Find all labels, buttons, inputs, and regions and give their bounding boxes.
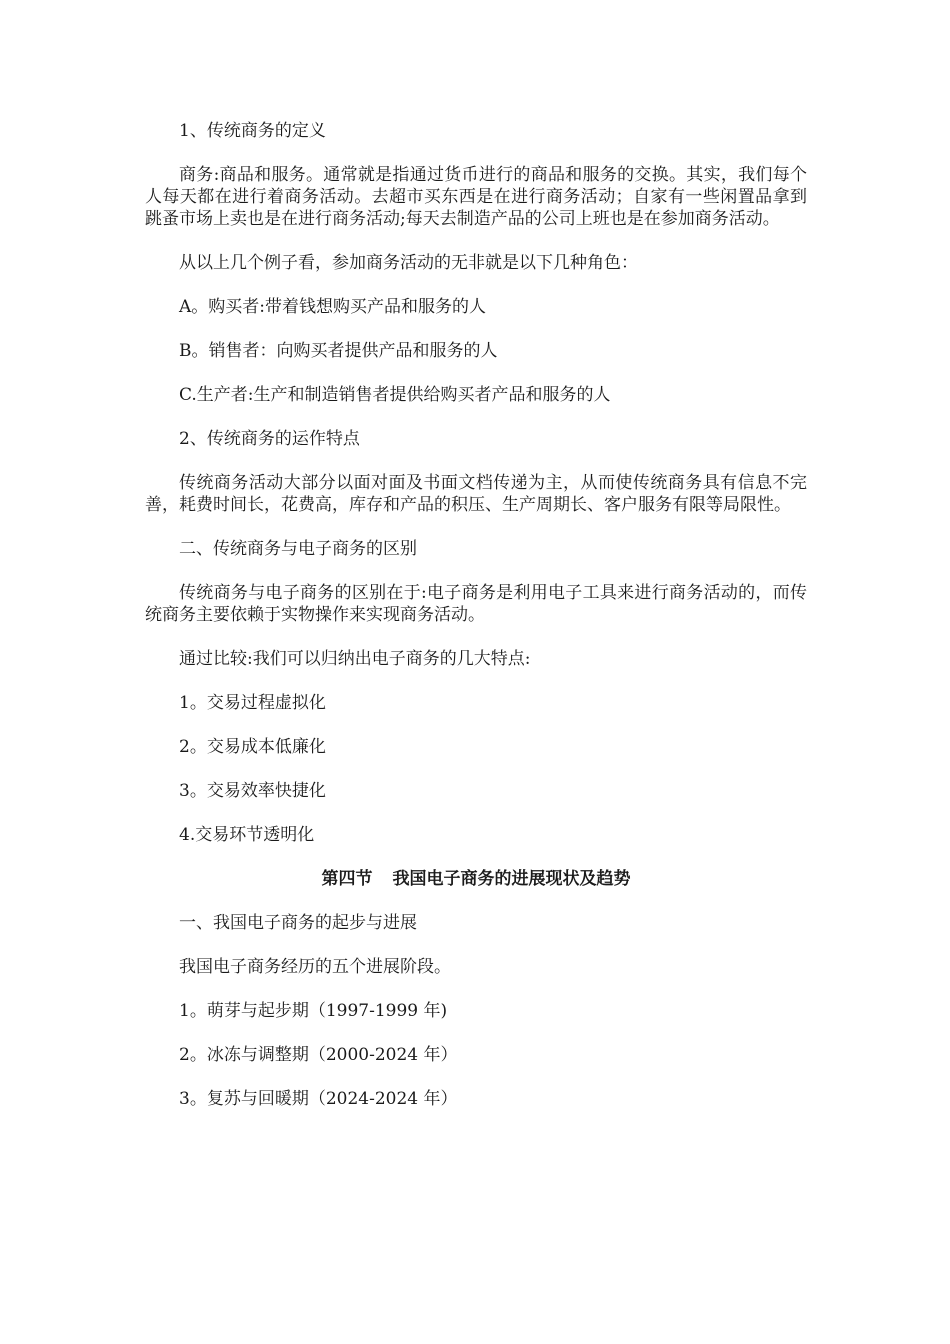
list-item-feature-1: 1。交易过程虚拟化 [179, 693, 326, 713]
list-item-producer: C.生产者:生产和制造销售者提供给购买者产品和服务的人 [179, 385, 611, 405]
list-item-feature-2: 2。交易成本低廉化 [179, 737, 326, 757]
list-item-feature-4: 4.交易环节透明化 [179, 825, 315, 845]
list-item-seller: B。销售者：向购买者提供产品和服务的人 [179, 341, 498, 361]
list-item-stage-3: 3。复苏与回暖期（2024-2024 年） [179, 1089, 458, 1109]
paragraph-differences: 传统商务与电子商务的区别在于:电子商务是利用电子工具来进行商务活动的，而传统商务主要依赖于实物操作来实现商务活动。 [145, 583, 807, 625]
document-body [145, 120, 807, 1132]
paragraph-commerce-definition: 商务:商品和服务。通常就是指通过货币进行的商品和服务的交换。其实，我们每个人每天都在进行着商务活动。去超市买东西是在进行商务活动；自家有一些闲置品拿到跳蚤市场上卖也是在进行商务活动;每天去制造产品的公司上班也是在参加商务活动。 [145, 165, 807, 229]
paragraph-five-stages: 我国电子商务经历的五个进展阶段。 [179, 957, 451, 977]
list-item-stage-1: 1。萌芽与起步期（1997-1999 年) [179, 1001, 448, 1021]
paragraph-features-intro: 通过比较:我们可以归纳出电子商务的几大特点: [179, 649, 531, 669]
paragraph-operation-features: 传统商务活动大部分以面对面及书面文档传递为主，从而使传统商务具有信息不完善，耗费时间长，花费高，库存和产品的积压、生产周期长、客户服务有限等局限性。 [145, 473, 807, 515]
section-heading-traditional-definition: 1、传统商务的定义 [179, 121, 326, 141]
list-item-stage-2: 2。冰冻与调整期（2000-2024 年） [179, 1045, 458, 1065]
chapter-section-number: 第四节 [321, 869, 373, 889]
chapter-section-title [145, 868, 807, 890]
chapter-section-name: 我国电子商务的进展现状及趋势 [392, 869, 631, 889]
list-item-buyer: A。购买者:带着钱想购买产品和服务的人 [179, 297, 487, 317]
list-item-feature-3: 3。交易效率快捷化 [179, 781, 326, 801]
section-heading-operation-features: 2、传统商务的运作特点 [179, 429, 360, 449]
section-heading-china-development: 一、我国电子商务的起步与进展 [179, 913, 417, 933]
paragraph-roles-intro: 从以上几个例子看，参加商务活动的无非就是以下几种角色： [179, 253, 638, 273]
section-heading-differences: 二、传统商务与电子商务的区别 [179, 539, 417, 559]
